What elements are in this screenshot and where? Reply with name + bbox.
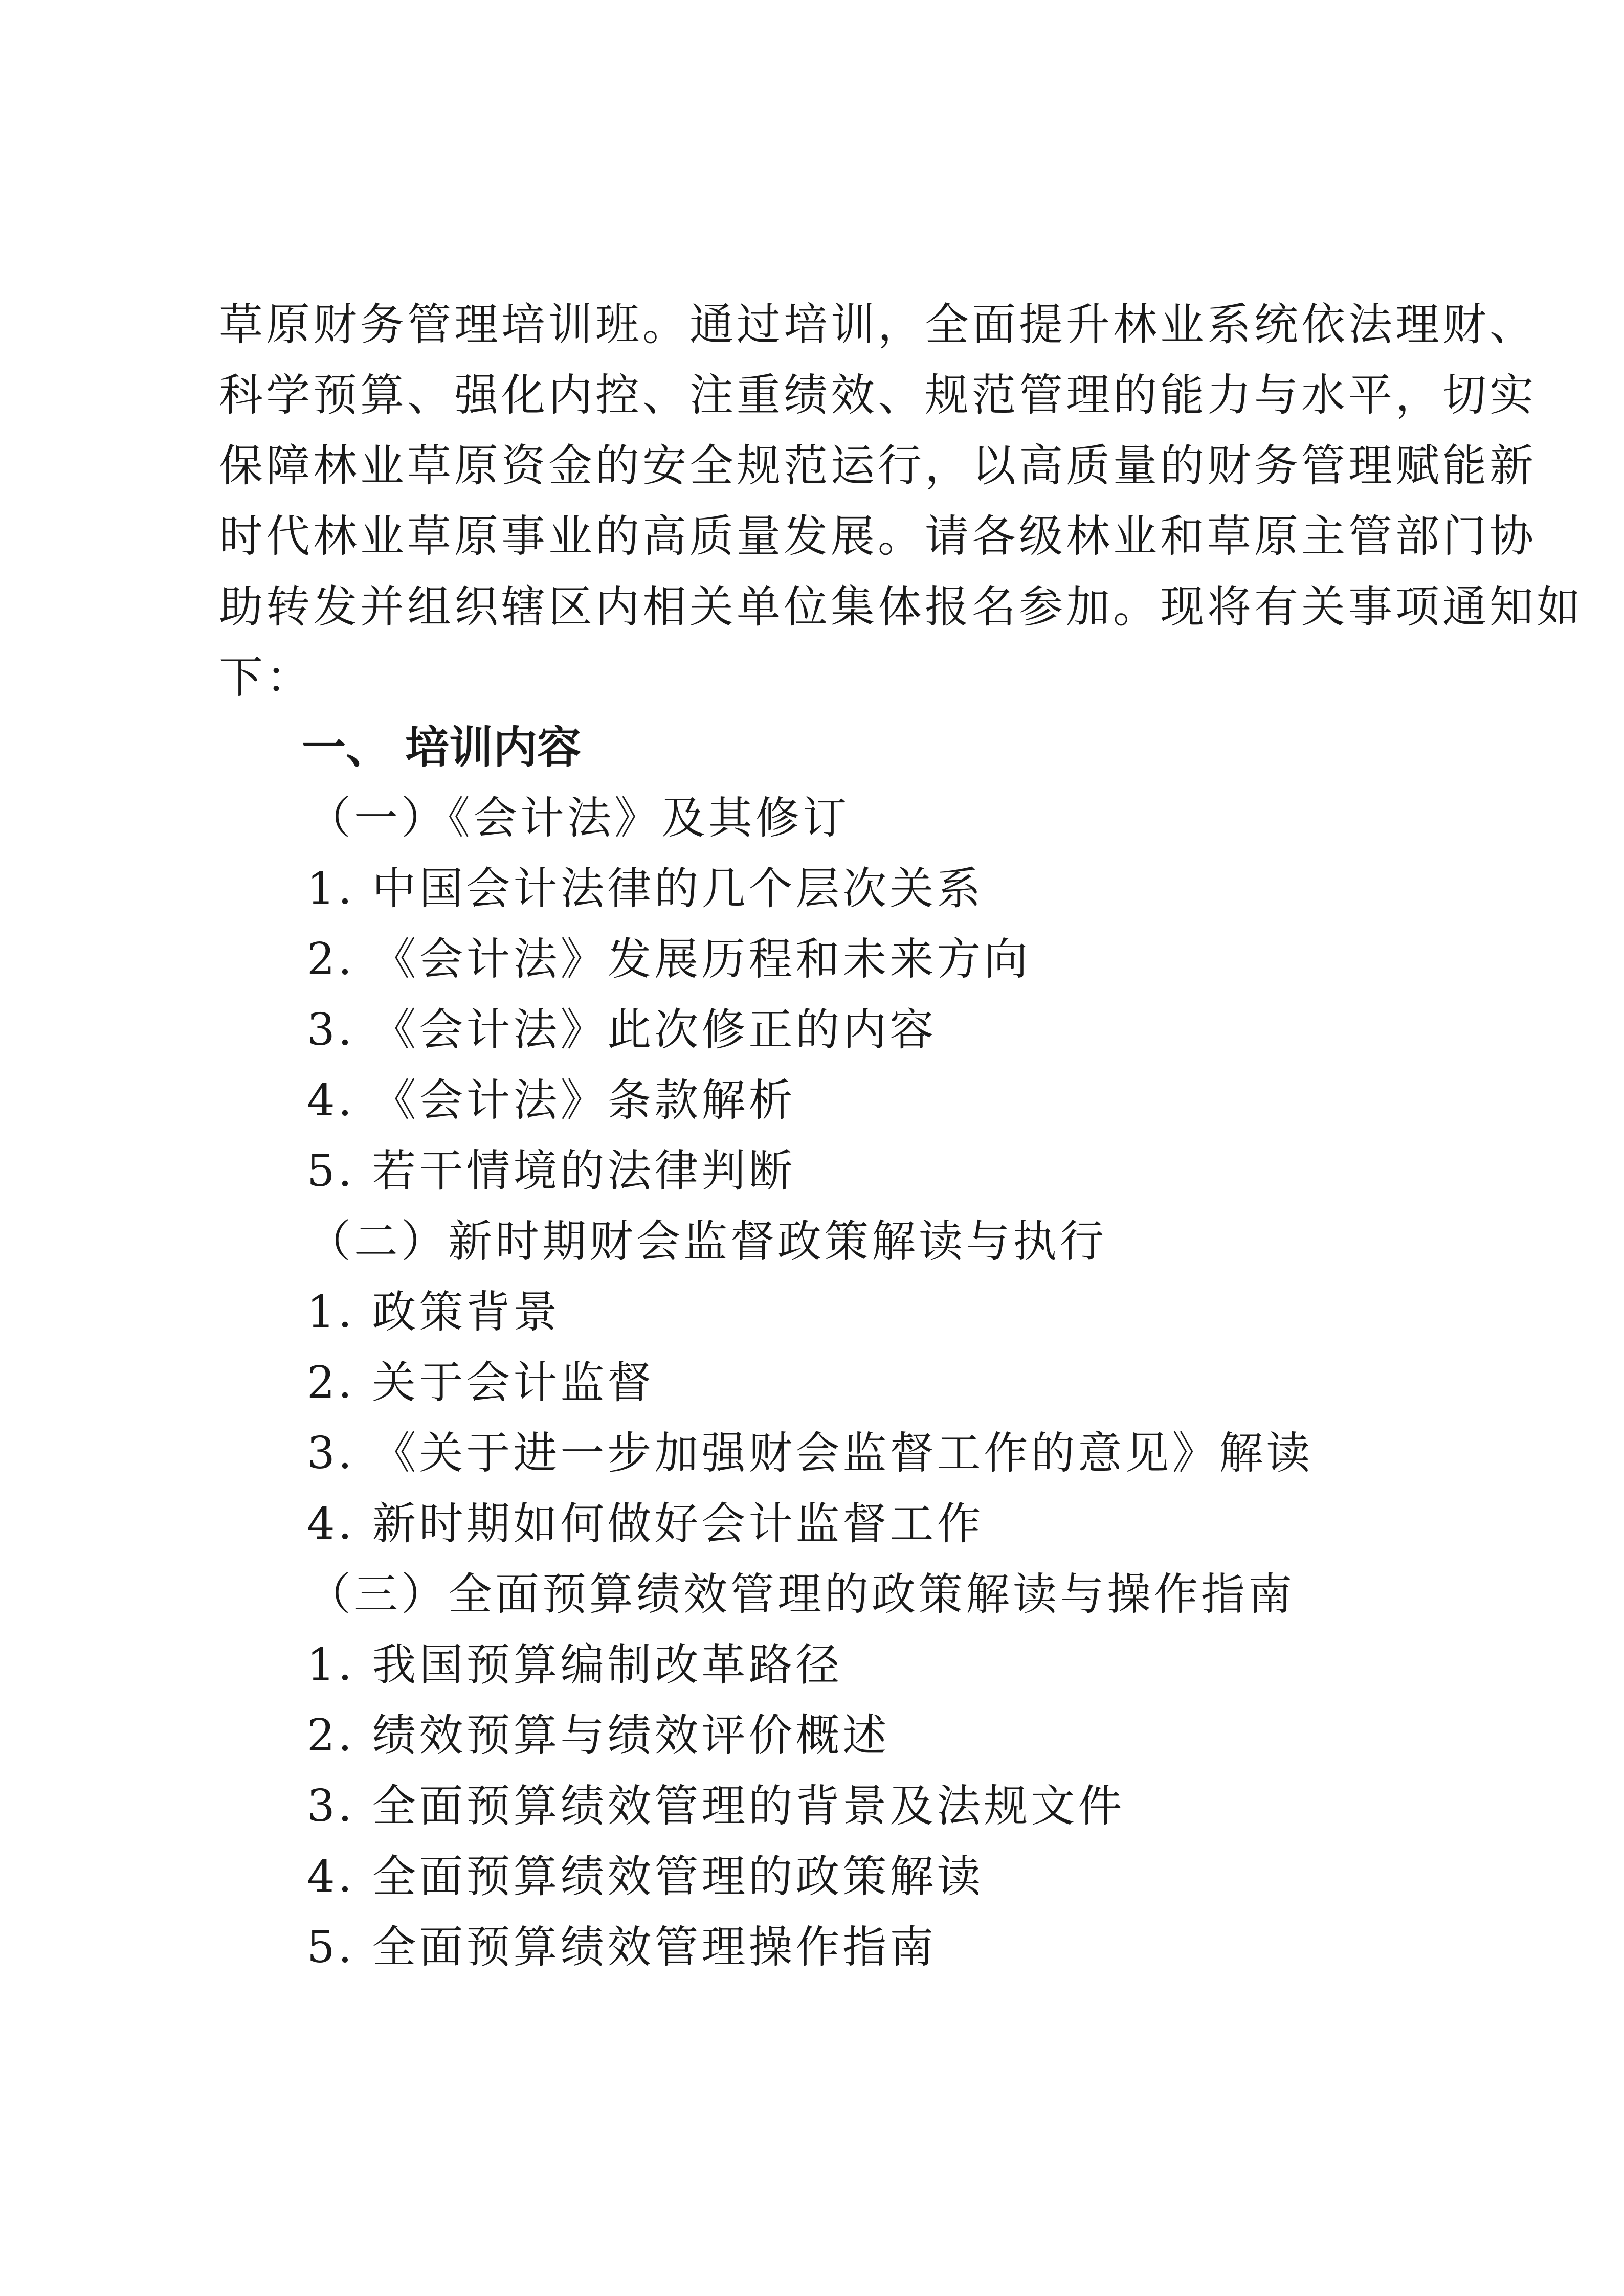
list-item: 3. 全面预算绩效管理的背景及法规文件 [307, 1781, 1125, 1832]
intro-line: 时代林业草原事业的高质量发展。请各级林业和草原主管部门协 [219, 511, 1537, 562]
list-item: 3. 《关于进一步加强财会监督工作的意见》解读 [307, 1428, 1314, 1479]
list-item: 4. 全面预算绩效管理的政策解读 [307, 1851, 984, 1902]
list-item: 2. 关于会计监督 [307, 1357, 655, 1408]
subsection-title-accounting-law: （一）《会计法》及其修订 [307, 793, 850, 844]
intro-line: 科学预算、强化内控、注重绩效、规范管理的能力与水平，切实 [219, 370, 1537, 421]
intro-line: 保障林业草原资金的安全规范运行，以高质量的财务管理赋能新 [219, 440, 1537, 491]
subsection-title-supervision: （二）新时期财会监督政策解读与执行 [307, 1216, 1107, 1267]
intro-line: 助转发并组织辖区内相关单位集体报名参加。现将有关事项通知如 [219, 581, 1584, 633]
list-item: 2. 《会计法》发展历程和未来方向 [307, 934, 1031, 985]
list-item: 2. 绩效预算与绩效评价概述 [307, 1710, 890, 1761]
section-heading-training-content: 一、 培训内容 [302, 722, 581, 773]
list-item: 3. 《会计法》此次修正的内容 [307, 1004, 937, 1055]
list-item: 4. 新时期如何做好会计监督工作 [307, 1498, 984, 1549]
subsection-title-budget-performance: （三）全面预算绩效管理的政策解读与操作指南 [307, 1569, 1295, 1620]
list-item: 5. 若干情境的法律判断 [307, 1145, 796, 1197]
list-item: 1. 政策背景 [307, 1287, 561, 1338]
list-item: 4. 《会计法》条款解析 [307, 1075, 796, 1126]
list-item: 1. 我国预算编制改革路径 [307, 1639, 843, 1691]
intro-line: 草原财务管理培训班。通过培训，全面提升林业系统依法理财、 [219, 299, 1537, 350]
list-item: 5. 全面预算绩效管理操作指南 [307, 1922, 937, 1973]
intro-line: 下： [219, 652, 313, 703]
list-item: 1. 中国会计法律的几个层次关系 [307, 863, 984, 914]
